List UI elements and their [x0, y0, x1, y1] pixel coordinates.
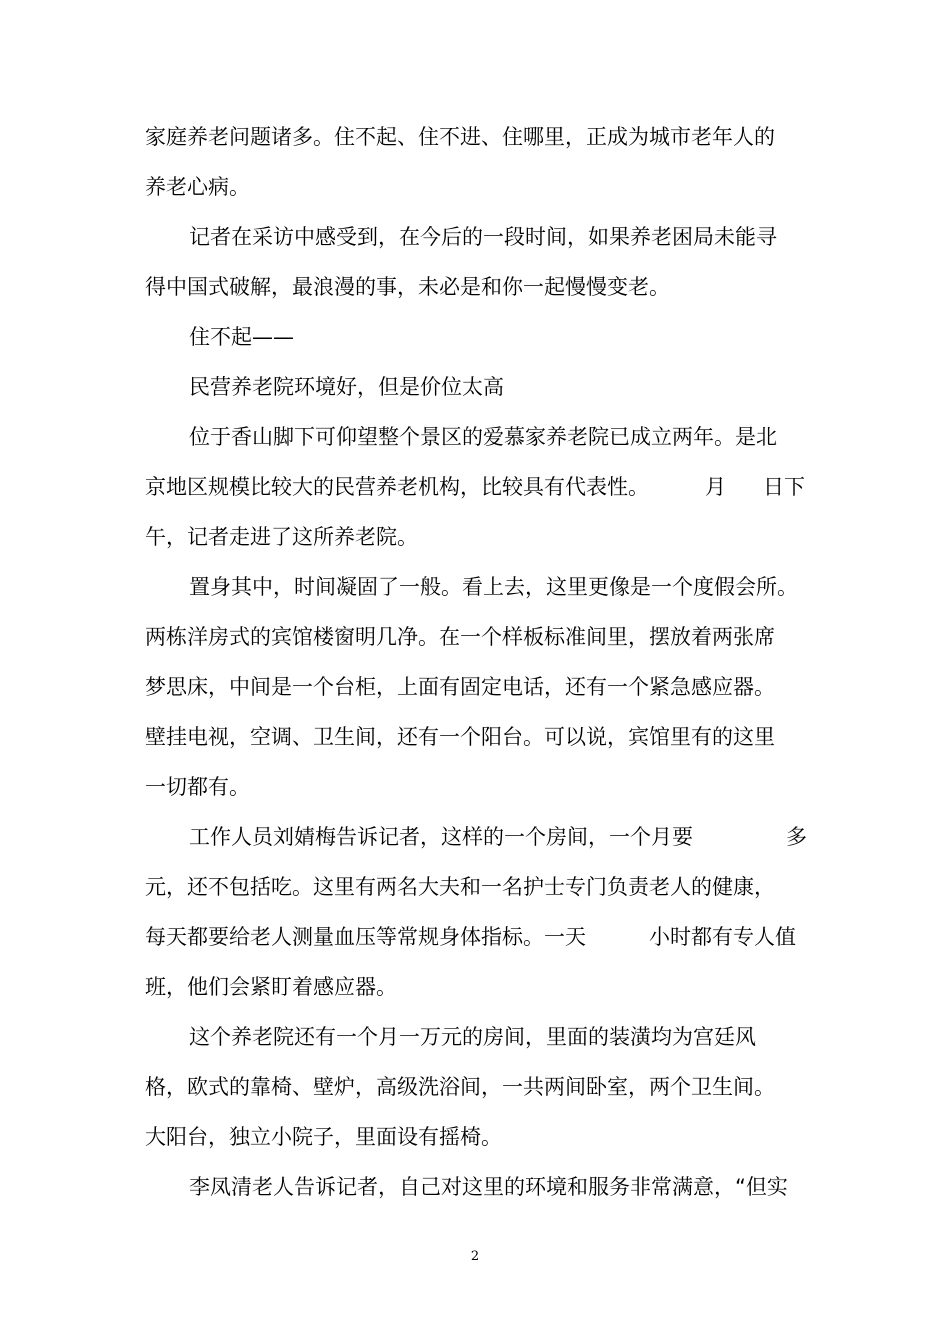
- text-line: [145, 162, 807, 212]
- text-line-content: 记者在采访中感受到，在今后的一段时间，如果养老困局未能寻: [189, 225, 777, 249]
- section-subheading: [145, 362, 807, 412]
- text-line: [145, 712, 807, 762]
- text-line-content: 元，还不包括吃。这里有两名大夫和一名护士专门负责老人的健康，: [145, 875, 775, 899]
- text-line: [145, 112, 807, 162]
- text-line: [145, 612, 807, 662]
- text-line: [145, 512, 807, 562]
- text-line-content: 置身其中，时间凝固了一般。看上去，这里更像是一个度假会所。: [189, 575, 798, 599]
- text-line-content: 这个养老院还有一个月一万元的房间，里面的装潢均为宫廷风: [189, 1025, 756, 1049]
- paragraph-start-line: [145, 412, 807, 462]
- text-line-content: 两栋洋房式的宾馆楼窗明几净。在一个样板标准间里，摆放着两张席: [145, 625, 775, 649]
- hours-staffed-fragment: 小时都有专人值: [649, 925, 796, 949]
- text-line-content: 班，他们会紧盯着感应器。: [145, 975, 397, 999]
- paragraph-start-line: [145, 562, 807, 612]
- text-line: [145, 662, 807, 712]
- text-line: [145, 962, 807, 1012]
- text-line: [145, 1062, 807, 1112]
- text-line-content: 一切都有。: [145, 775, 250, 799]
- paragraph-start-line: [145, 1162, 807, 1212]
- text-line-content: 壁挂电视，空调、卫生间，还有一个阳台。可以说，宾馆里有的这里: [145, 725, 775, 749]
- paragraph-start-line: [145, 212, 807, 262]
- text-line-content: 工作人员刘婧梅告诉记者，这样的一个房间，一个月要: [189, 825, 693, 849]
- text-line: [145, 262, 807, 312]
- text-line: [145, 862, 807, 912]
- month-fragment: 月: [705, 475, 726, 499]
- day-afternoon-fragment: 日下: [763, 475, 805, 499]
- text-line-content: 位于香山脚下可仰望整个景区的爱慕家养老院已成立两年。是北: [189, 425, 777, 449]
- text-line: [145, 762, 807, 812]
- text-line-content: 大阳台，独立小院子，里面设有摇椅。: [145, 1125, 502, 1149]
- text-line: [145, 1112, 807, 1162]
- paragraph-start-line: [145, 812, 807, 862]
- text-line-content: 午，记者走进了这所养老院。: [145, 525, 418, 549]
- text-line: [145, 912, 807, 962]
- section-subheading-text: 民营养老院环境好，但是价位太高: [189, 375, 504, 399]
- text-line-content: 得中国式破解，最浪漫的事，未必是和你一起慢慢变老。: [145, 275, 670, 299]
- text-line: [145, 462, 807, 512]
- body-text: [145, 112, 807, 1212]
- text-line-content: 李凤清老人告诉记者，自己对这里的环境和服务非常满意，“但实: [189, 1175, 788, 1199]
- section-heading: [145, 312, 807, 362]
- text-line-content: 京地区规模比较大的民营养老机构，比较具有代表性。: [145, 475, 649, 499]
- duo-fragment: 多: [786, 825, 807, 849]
- text-line-content: 家庭养老问题诸多。住不起、住不进、住哪里，正成为城市老年人的: [145, 125, 775, 149]
- section-heading-text: 住不起——: [189, 325, 294, 349]
- paragraph-start-line: [145, 1012, 807, 1062]
- text-line-content: 养老心病。: [145, 175, 250, 199]
- text-line-content: 格，欧式的靠椅、壁炉，高级洗浴间，一共两间卧室，两个卫生间。: [145, 1075, 775, 1099]
- text-line-content: 梦思床，中间是一个台柜，上面有固定电话，还有一个紧急感应器。: [145, 675, 775, 699]
- text-line-content: 每天都要给老人测量血压等常规身体指标。一天: [145, 925, 586, 949]
- page-number: 2: [470, 1249, 480, 1264]
